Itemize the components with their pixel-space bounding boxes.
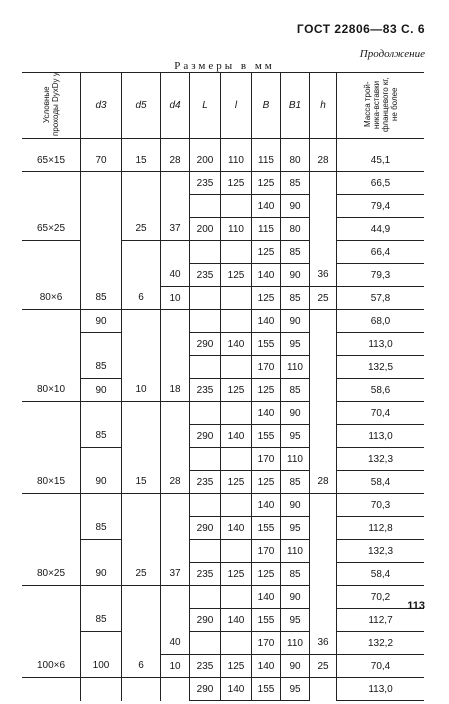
cell-l: 110 xyxy=(221,218,252,241)
cell-l xyxy=(190,241,221,264)
cell-b1: 85 xyxy=(281,287,310,310)
cell-dy: 80×15 xyxy=(22,471,81,494)
cell-dy xyxy=(22,678,81,701)
cell-b1: 95 xyxy=(281,609,310,632)
cell-b: 155 xyxy=(252,425,281,448)
cell-b: 155 xyxy=(252,609,281,632)
cell-d4 xyxy=(161,356,190,379)
cell-b: 170 xyxy=(252,356,281,379)
cell-d5 xyxy=(122,632,161,655)
cell-h: 36 xyxy=(310,632,337,655)
cell-b: 125 xyxy=(252,471,281,494)
cell-b: 155 xyxy=(252,678,281,701)
table-header-row xyxy=(22,73,424,139)
cell-h: 28 xyxy=(310,149,337,172)
cell-d5 xyxy=(122,310,161,333)
cell-m: 45,1 xyxy=(337,149,425,172)
col-header-d4: d4 xyxy=(161,73,190,139)
cell-d4: 10 xyxy=(161,655,190,678)
cell-b1: 85 xyxy=(281,172,310,195)
cell-b1: 85 xyxy=(281,563,310,586)
cell-d4 xyxy=(161,540,190,563)
page-number: 113 xyxy=(407,600,425,612)
table-row xyxy=(22,448,424,471)
cell-m: 70,3 xyxy=(337,494,425,517)
cell-dy xyxy=(22,609,81,632)
cell-d4 xyxy=(161,586,190,609)
cell-d5: 25 xyxy=(122,218,161,241)
cell-l xyxy=(221,540,252,563)
cell-d5 xyxy=(122,333,161,356)
cell-l: 140 xyxy=(221,609,252,632)
cell-b1: 110 xyxy=(281,632,310,655)
cell-d3 xyxy=(81,172,122,195)
cell-d3: 85 xyxy=(81,425,122,448)
cell-m: 79,4 xyxy=(337,195,425,218)
cell-d4 xyxy=(161,195,190,218)
col-header-B1: B1 xyxy=(281,73,310,139)
cell-d3 xyxy=(81,241,122,264)
cell-dy xyxy=(22,494,81,517)
cell-b: 140 xyxy=(252,402,281,425)
cell-h: 25 xyxy=(310,287,337,310)
cell-m: 113,0 xyxy=(337,333,425,356)
table-row xyxy=(22,425,424,448)
cell-d5 xyxy=(122,494,161,517)
cell-d4 xyxy=(161,425,190,448)
col-header-d5: d5 xyxy=(122,73,161,139)
cell-h xyxy=(310,678,337,701)
cell-d3 xyxy=(81,218,122,241)
cell-l xyxy=(221,241,252,264)
cell-d3 xyxy=(81,448,122,471)
cell-d4: 28 xyxy=(161,149,190,172)
cell-d5: 6 xyxy=(122,655,161,678)
cell-b: 140 xyxy=(252,655,281,678)
cell-l xyxy=(190,448,221,471)
cell-m: 70,4 xyxy=(337,402,425,425)
cell-d5 xyxy=(122,609,161,632)
cell-m: 44,9 xyxy=(337,218,425,241)
table-row xyxy=(22,586,424,609)
cell-l xyxy=(221,287,252,310)
cell-b: 140 xyxy=(252,586,281,609)
cell-h xyxy=(310,310,337,333)
table-row xyxy=(22,402,424,425)
cell-b: 125 xyxy=(252,379,281,402)
cell-l xyxy=(190,540,221,563)
cell-d5: 6 xyxy=(122,287,161,310)
cell-b1: 110 xyxy=(281,356,310,379)
cell-d3: 85 xyxy=(81,287,122,310)
cell-dy: 65×15 xyxy=(22,149,81,172)
cell-l xyxy=(221,632,252,655)
cell-l: 235 xyxy=(190,172,221,195)
cell-d4 xyxy=(161,310,190,333)
cell-d3: 70 xyxy=(81,149,122,172)
cell-h xyxy=(310,609,337,632)
cell-l xyxy=(221,448,252,471)
cell-d5 xyxy=(122,540,161,563)
cell-b: 140 xyxy=(252,264,281,287)
cell-b1: 90 xyxy=(281,586,310,609)
cell-l: 290 xyxy=(190,517,221,540)
cell-d5 xyxy=(122,517,161,540)
cell-h: 36 xyxy=(310,264,337,287)
cell-dy xyxy=(22,632,81,655)
cell-d5 xyxy=(122,356,161,379)
cell-l: 125 xyxy=(221,172,252,195)
cell-d3: 90 xyxy=(81,471,122,494)
cell-l: 110 xyxy=(221,149,252,172)
cell-m: 112,7 xyxy=(337,609,425,632)
table-row xyxy=(22,218,424,241)
cell-dy xyxy=(22,586,81,609)
cell-m: 58,4 xyxy=(337,563,425,586)
cell-d3: 90 xyxy=(81,563,122,586)
cell-d4 xyxy=(161,678,190,701)
table-row xyxy=(22,241,424,264)
cell-h xyxy=(310,494,337,517)
col-header-mass: Масса трой-ника-вставки фланцевого кг, не более xyxy=(337,73,425,139)
cell-dy xyxy=(22,540,81,563)
cell-d3: 85 xyxy=(81,517,122,540)
cell-b1: 90 xyxy=(281,402,310,425)
cell-d4: 37 xyxy=(161,563,190,586)
cell-d3: 85 xyxy=(81,356,122,379)
cell-h: 28 xyxy=(310,471,337,494)
cell-m: 66,5 xyxy=(337,172,425,195)
cell-b: 155 xyxy=(252,517,281,540)
cell-d3: 85 xyxy=(81,609,122,632)
cell-l: 125 xyxy=(221,563,252,586)
cell-dy xyxy=(22,241,81,264)
table-row xyxy=(22,172,424,195)
cell-b1: 95 xyxy=(281,333,310,356)
cell-m: 68,0 xyxy=(337,310,425,333)
cell-dy xyxy=(22,310,81,333)
cell-b1: 110 xyxy=(281,448,310,471)
table-row xyxy=(22,563,424,586)
cell-l xyxy=(190,586,221,609)
cell-d3 xyxy=(81,333,122,356)
cell-d5 xyxy=(122,172,161,195)
table-row xyxy=(22,356,424,379)
cell-h xyxy=(310,333,337,356)
continuation-label: Продолжение xyxy=(359,48,425,60)
cell-d5: 15 xyxy=(122,149,161,172)
cell-l: 235 xyxy=(190,563,221,586)
cell-d5: 25 xyxy=(122,563,161,586)
cell-b: 125 xyxy=(252,241,281,264)
col-header-d3: d3 xyxy=(81,73,122,139)
cell-m: 113,0 xyxy=(337,678,425,701)
cell-l: 140 xyxy=(221,678,252,701)
cell-d5 xyxy=(122,241,161,264)
cell-d4: 18 xyxy=(161,379,190,402)
cell-l xyxy=(190,310,221,333)
cell-b: 140 xyxy=(252,310,281,333)
cell-d5 xyxy=(122,264,161,287)
cell-dy xyxy=(22,333,81,356)
cell-m: 58,4 xyxy=(337,471,425,494)
cell-h xyxy=(310,195,337,218)
table-row xyxy=(22,609,424,632)
cell-l: 235 xyxy=(190,264,221,287)
cell-d5 xyxy=(122,402,161,425)
table-row xyxy=(22,632,424,655)
cell-d3 xyxy=(81,632,122,655)
cell-dy: 80×10 xyxy=(22,379,81,402)
cell-h xyxy=(310,402,337,425)
table-row xyxy=(22,517,424,540)
cell-m: 66,4 xyxy=(337,241,425,264)
cell-l: 200 xyxy=(190,149,221,172)
col-header-B: B xyxy=(252,73,281,139)
col-header-h: h xyxy=(310,73,337,139)
table-row xyxy=(22,333,424,356)
cell-d4 xyxy=(161,241,190,264)
cell-d5: 10 xyxy=(122,379,161,402)
table-row xyxy=(22,195,424,218)
cell-m: 132,3 xyxy=(337,540,425,563)
cell-b: 170 xyxy=(252,448,281,471)
cell-b1: 85 xyxy=(281,241,310,264)
cell-m: 70,4 xyxy=(337,655,425,678)
cell-d5 xyxy=(122,425,161,448)
document-header: ГОСТ 22806—83 С. 6 xyxy=(296,22,425,36)
cell-b: 115 xyxy=(252,218,281,241)
cell-d3 xyxy=(81,264,122,287)
cell-l: 125 xyxy=(221,379,252,402)
cell-l xyxy=(221,310,252,333)
cell-b: 170 xyxy=(252,632,281,655)
cell-b: 125 xyxy=(252,563,281,586)
cell-m: 132,5 xyxy=(337,356,425,379)
cell-d3: 90 xyxy=(81,379,122,402)
table-row xyxy=(22,540,424,563)
cell-l: 235 xyxy=(190,379,221,402)
cell-h: 25 xyxy=(310,655,337,678)
cell-l: 140 xyxy=(221,333,252,356)
table-row xyxy=(22,264,424,287)
cell-b: 140 xyxy=(252,195,281,218)
cell-d4: 40 xyxy=(161,264,190,287)
col-header-dy: Условные проходы DyxDy y xyxy=(22,73,81,139)
cell-d4: 28 xyxy=(161,471,190,494)
cell-l: 125 xyxy=(221,264,252,287)
cell-d4 xyxy=(161,448,190,471)
cell-d5 xyxy=(122,195,161,218)
col-header-L: L xyxy=(190,73,221,139)
cell-b1: 85 xyxy=(281,471,310,494)
cell-h xyxy=(310,448,337,471)
cell-d3 xyxy=(81,540,122,563)
cell-h xyxy=(310,172,337,195)
cell-h xyxy=(310,517,337,540)
cell-b1: 95 xyxy=(281,678,310,701)
cell-d4 xyxy=(161,517,190,540)
cell-h xyxy=(310,586,337,609)
cell-l xyxy=(221,356,252,379)
cell-h xyxy=(310,540,337,563)
cell-l: 125 xyxy=(221,655,252,678)
cell-d4: 10 xyxy=(161,287,190,310)
cell-l: 125 xyxy=(221,471,252,494)
cell-b1: 90 xyxy=(281,264,310,287)
cell-b1: 110 xyxy=(281,540,310,563)
cell-h xyxy=(310,379,337,402)
cell-m: 70,2 xyxy=(337,586,425,609)
cell-l: 290 xyxy=(190,609,221,632)
cell-l xyxy=(190,287,221,310)
cell-m: 57,8 xyxy=(337,287,425,310)
table-row xyxy=(22,678,424,701)
table-row xyxy=(22,655,424,678)
cell-b: 115 xyxy=(252,149,281,172)
cell-l xyxy=(190,494,221,517)
cell-dy: 80×25 xyxy=(22,563,81,586)
cell-dy xyxy=(22,172,81,195)
cell-d4 xyxy=(161,609,190,632)
cell-m: 132,3 xyxy=(337,448,425,471)
cell-d4 xyxy=(161,333,190,356)
cell-h xyxy=(310,356,337,379)
cell-b: 155 xyxy=(252,333,281,356)
cell-l xyxy=(221,402,252,425)
cell-d4 xyxy=(161,402,190,425)
cell-h xyxy=(310,241,337,264)
cell-dy xyxy=(22,264,81,287)
cell-d3 xyxy=(81,494,122,517)
cell-b: 140 xyxy=(252,494,281,517)
cell-dy xyxy=(22,425,81,448)
cell-d4: 37 xyxy=(161,218,190,241)
cell-l xyxy=(190,402,221,425)
cell-dy: 65×25 xyxy=(22,218,81,241)
cell-d5 xyxy=(122,448,161,471)
cell-l xyxy=(221,494,252,517)
cell-l xyxy=(190,632,221,655)
cell-b1: 85 xyxy=(281,379,310,402)
cell-b1: 90 xyxy=(281,494,310,517)
table-row xyxy=(22,310,424,333)
cell-m: 112,8 xyxy=(337,517,425,540)
cell-d4: 40 xyxy=(161,632,190,655)
cell-m: 113,0 xyxy=(337,425,425,448)
cell-l: 290 xyxy=(190,678,221,701)
cell-b1: 90 xyxy=(281,195,310,218)
cell-b: 125 xyxy=(252,287,281,310)
cell-d3 xyxy=(81,586,122,609)
cell-h xyxy=(310,218,337,241)
cell-d5 xyxy=(122,586,161,609)
cell-dy xyxy=(22,195,81,218)
cell-d5: 15 xyxy=(122,471,161,494)
cell-l: 290 xyxy=(190,425,221,448)
cell-dy xyxy=(22,356,81,379)
cell-m: 132,2 xyxy=(337,632,425,655)
cell-l: 140 xyxy=(221,425,252,448)
table-row xyxy=(22,471,424,494)
cell-b1: 95 xyxy=(281,517,310,540)
cell-l xyxy=(190,195,221,218)
cell-d3 xyxy=(81,402,122,425)
cell-d3 xyxy=(81,195,122,218)
cell-dy: 80×6 xyxy=(22,287,81,310)
cell-d5 xyxy=(122,678,161,701)
cell-dy xyxy=(22,517,81,540)
cell-d3: 100 xyxy=(81,655,122,678)
cell-b: 125 xyxy=(252,172,281,195)
cell-b1: 90 xyxy=(281,655,310,678)
col-header-l: l xyxy=(221,73,252,139)
table-caption: Размеры в мм xyxy=(174,60,275,72)
table-row xyxy=(22,149,424,172)
cell-b1: 80 xyxy=(281,149,310,172)
table-row xyxy=(22,287,424,310)
cell-d4 xyxy=(161,172,190,195)
cell-l: 235 xyxy=(190,655,221,678)
cell-l xyxy=(221,586,252,609)
cell-l: 140 xyxy=(221,517,252,540)
cell-l xyxy=(190,356,221,379)
cell-l: 235 xyxy=(190,471,221,494)
cell-m: 58,6 xyxy=(337,379,425,402)
cell-l: 290 xyxy=(190,333,221,356)
cell-b1: 80 xyxy=(281,218,310,241)
table-row xyxy=(22,494,424,517)
cell-d3 xyxy=(81,678,122,701)
cell-dy: 100×6 xyxy=(22,655,81,678)
cell-d3: 90 xyxy=(81,310,122,333)
cell-m: 79,3 xyxy=(337,264,425,287)
cell-dy xyxy=(22,402,81,425)
cell-b1: 95 xyxy=(281,425,310,448)
cell-d4 xyxy=(161,494,190,517)
cell-h xyxy=(310,425,337,448)
cell-dy xyxy=(22,448,81,471)
cell-l: 200 xyxy=(190,218,221,241)
dimensions-table xyxy=(22,72,424,701)
cell-l xyxy=(221,195,252,218)
table-row xyxy=(22,379,424,402)
cell-h xyxy=(310,563,337,586)
cell-b: 170 xyxy=(252,540,281,563)
cell-b1: 90 xyxy=(281,310,310,333)
